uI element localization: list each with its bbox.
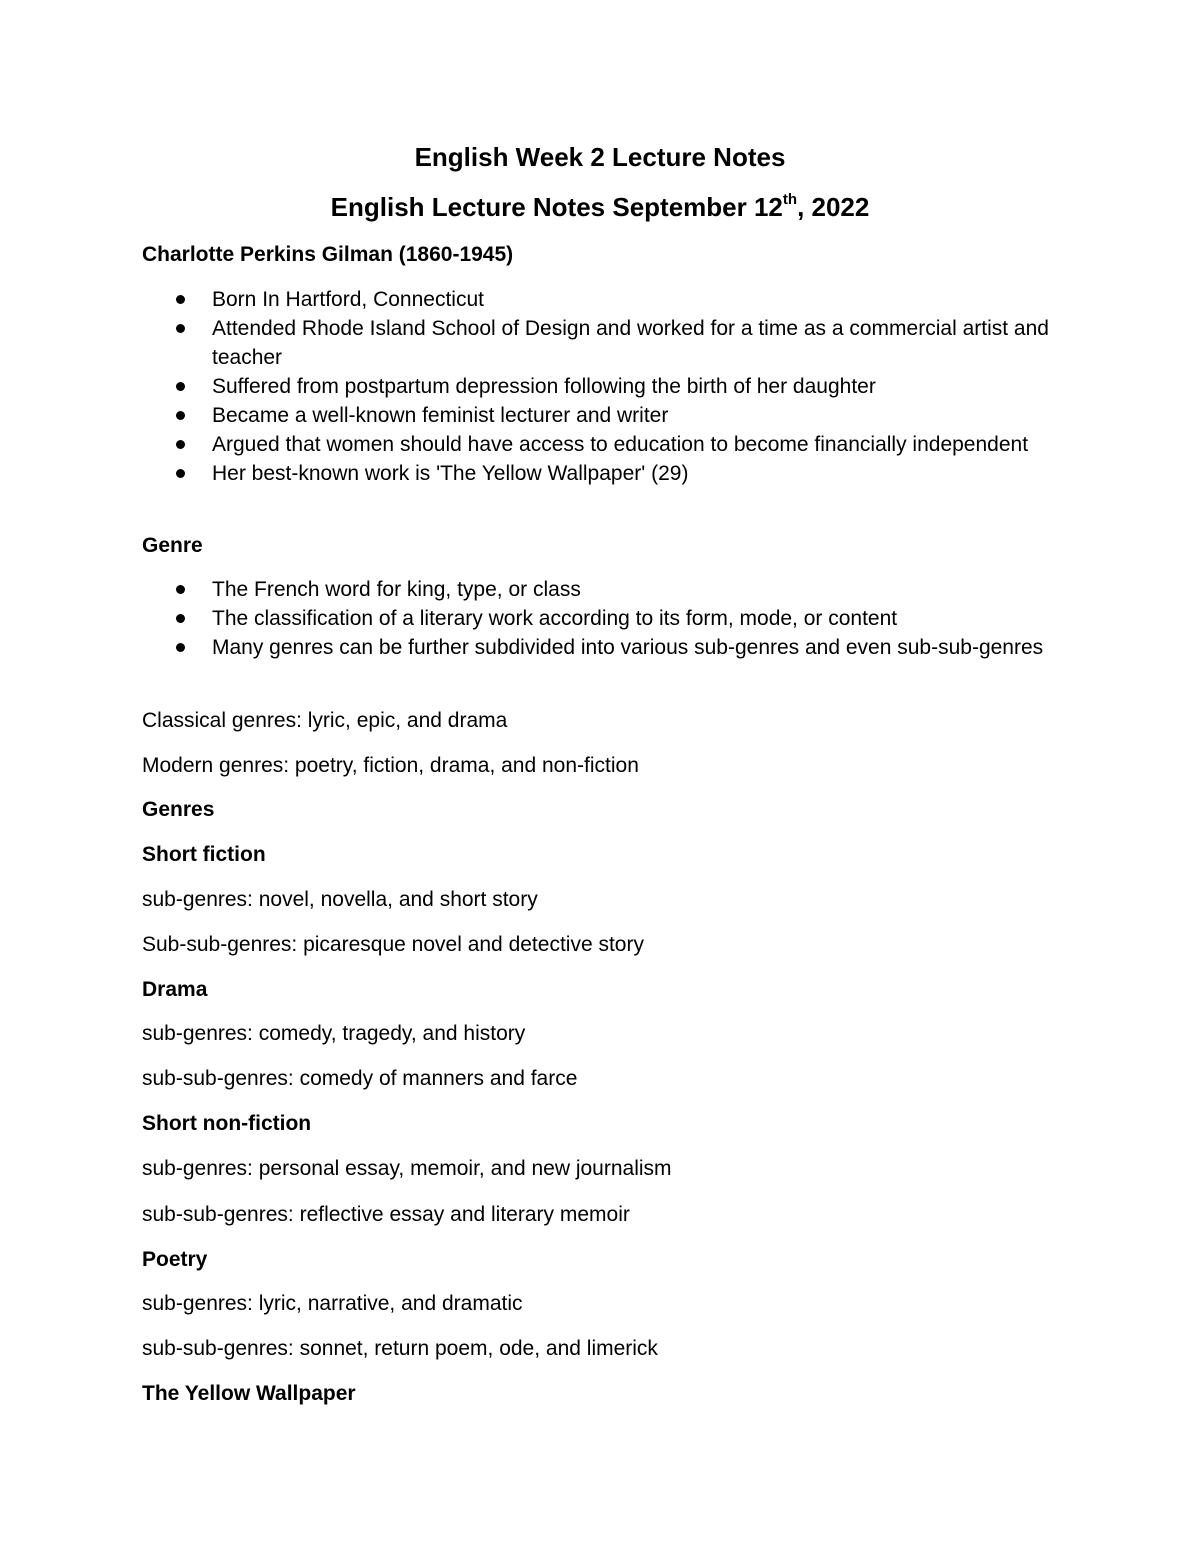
modern-genres-text: Modern genres: poetry, fiction, drama, and non-fiction — [142, 754, 639, 777]
list-item-text: The French word for king, type, or class — [212, 578, 581, 601]
bullet-icon — [176, 643, 185, 652]
section-heading-genre: Genre — [142, 534, 203, 557]
section-heading-short-nonfiction: Short non-fiction — [142, 1112, 312, 1135]
bullet-icon — [176, 585, 185, 594]
subtitle-superscript: th — [782, 191, 798, 209]
classical-genres-text: Classical genres: lyric, epic, and drama — [142, 709, 508, 732]
poetry-sub-sub-genres: sub-sub-genres: sonnet, return poem, ode, and limerick — [142, 1337, 658, 1360]
subtitle-prefix: English Lecture Notes September 12 — [330, 192, 783, 222]
list-item-text: Argued that women should have access to education to become financially independent — [212, 433, 1029, 456]
list-item — [142, 401, 1062, 430]
gilman-bullet-list — [142, 285, 1062, 488]
short-nonfiction-sub-genres: sub-genres: personal essay, memoir, and new journalism — [142, 1157, 672, 1180]
list-item-text: Attended Rhode Island School of Design and worked for a time as a commercial artist and teacher — [212, 317, 1049, 369]
document-subtitle — [0, 192, 1200, 222]
document-title: English Week 2 Lecture Notes — [414, 142, 786, 172]
list-item — [142, 604, 1062, 633]
drama-sub-genres: sub-genres: comedy, tragedy, and history — [142, 1022, 526, 1045]
subtitle-suffix: , 2022 — [797, 192, 870, 222]
list-item-text: Suffered from postpartum depression following the birth of her daughter — [212, 375, 876, 398]
bullet-icon — [176, 324, 185, 333]
bullet-icon — [176, 295, 185, 304]
section-heading-genres: Genres — [142, 798, 215, 821]
section-heading-gilman: Charlotte Perkins Gilman (1860-1945) — [142, 243, 514, 266]
bullet-icon — [176, 382, 185, 391]
section-heading-drama: Drama — [142, 978, 208, 1001]
genre-bullet-list — [142, 575, 1062, 662]
list-item — [142, 285, 1062, 314]
section-heading-poetry: Poetry — [142, 1248, 208, 1271]
list-item — [142, 459, 1062, 488]
bullet-icon — [176, 614, 185, 623]
list-item — [142, 314, 1062, 372]
poetry-sub-genres: sub-genres: lyric, narrative, and dramatic — [142, 1292, 523, 1315]
short-fiction-sub-genres: sub-genres: novel, novella, and short story — [142, 888, 538, 911]
section-heading-yellow-wallpaper: The Yellow Wallpaper — [142, 1382, 356, 1405]
list-item — [142, 575, 1062, 604]
bullet-icon — [176, 469, 185, 478]
list-item-text: Many genres can be further subdivided into various sub-genres and even sub-sub-genres — [212, 636, 1044, 659]
list-item-text: Her best-known work is 'The Yellow Wallpaper' (29) — [212, 462, 689, 485]
short-nonfiction-sub-sub-genres: sub-sub-genres: reflective essay and literary memoir — [142, 1203, 630, 1226]
bullet-icon — [176, 440, 185, 449]
list-item-text: Became a well-known feminist lecturer and writer — [212, 404, 669, 427]
list-item — [142, 372, 1062, 401]
short-fiction-sub-sub-genres: Sub-sub-genres: picaresque novel and detective story — [142, 933, 644, 956]
list-item-text: Born In Hartford, Connecticut — [212, 288, 484, 311]
list-item — [142, 633, 1062, 662]
bullet-icon — [176, 411, 185, 420]
drama-sub-sub-genres: sub-sub-genres: comedy of manners and farce — [142, 1067, 578, 1090]
section-heading-short-fiction: Short fiction — [142, 843, 266, 866]
list-item-text: The classification of a literary work according to its form, mode, or content — [212, 607, 898, 630]
list-item — [142, 430, 1062, 459]
